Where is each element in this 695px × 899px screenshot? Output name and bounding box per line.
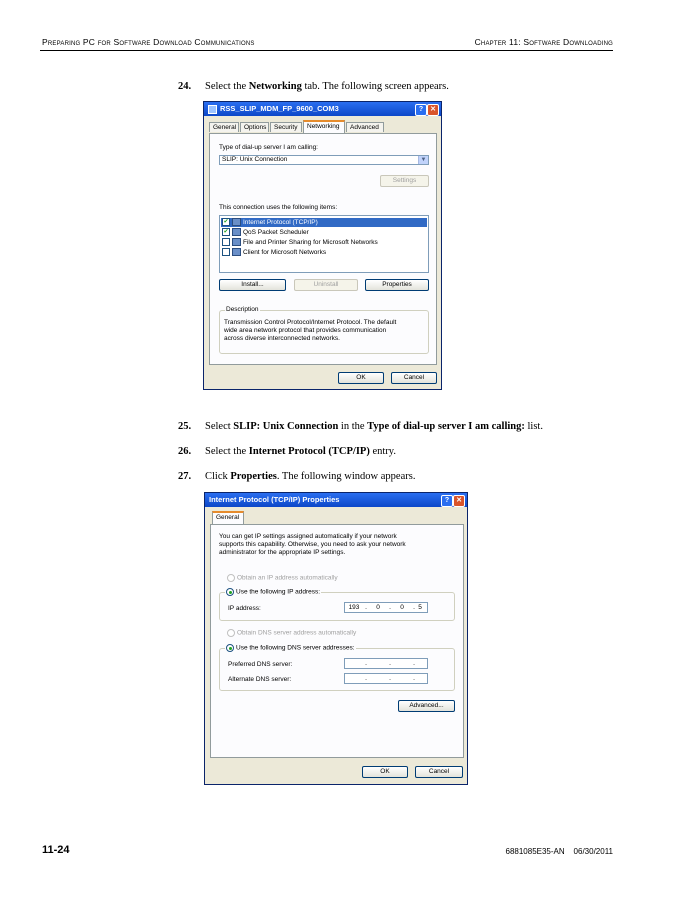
list-item-qos[interactable]: [221, 228, 427, 237]
intro-text: administrator for the appropriate IP settings.: [219, 549, 346, 556]
list-item-client[interactable]: [221, 248, 427, 257]
tab-general[interactable]: General: [209, 122, 239, 132]
scheduler-icon: [232, 228, 241, 236]
ip-octet-2: 0: [376, 604, 380, 611]
auto-dns-option[interactable]: [227, 629, 356, 637]
checkbox-checked[interactable]: ✔: [223, 229, 229, 236]
ip-address-label: IP address:: [228, 605, 261, 612]
ip-separator: .: [413, 675, 415, 682]
chevron-down-icon[interactable]: ▼: [418, 156, 428, 164]
step-text: in the: [338, 421, 368, 432]
ip-octet-1: 193: [348, 604, 360, 611]
step-number: 26.: [178, 446, 192, 457]
step-text: Select the: [205, 446, 249, 457]
uninstall-button[interactable]: Uninstall: [294, 279, 358, 291]
ip-address-group: [219, 588, 455, 621]
step-text: tab. The following screen appears.: [301, 81, 449, 92]
properties-button[interactable]: Properties: [365, 279, 429, 291]
file-sharing-icon: [232, 238, 241, 246]
alternate-dns-field[interactable]: [344, 673, 428, 684]
ip-separator: .: [365, 675, 367, 682]
preferred-dns-field[interactable]: [344, 658, 428, 669]
use-dns-label: Use the following DNS server addresses:: [236, 644, 355, 652]
step-emphasis: SLIP: Unix Connection: [233, 421, 339, 432]
ok-button[interactable]: OK: [362, 766, 408, 778]
running-header-right: Chapter 11: Software Downloading: [474, 37, 613, 47]
server-type-combo[interactable]: [219, 155, 429, 165]
step-27: [178, 470, 415, 483]
help-button[interactable]: ?: [441, 495, 453, 507]
step-number: 27.: [178, 471, 192, 482]
list-item-file-sharing[interactable]: [221, 238, 427, 247]
list-item-tcpip[interactable]: [221, 218, 427, 227]
ip-separator: .: [413, 660, 415, 667]
server-type-value: SLIP: Unix Connection: [222, 156, 288, 163]
ip-separator: .: [389, 675, 391, 682]
ip-separator: .: [413, 604, 415, 611]
settings-button[interactable]: Settings: [380, 175, 429, 187]
step-text: Click: [205, 471, 231, 482]
radio-button[interactable]: [227, 574, 235, 582]
checkbox-unchecked[interactable]: [222, 248, 230, 256]
step-emphasis: Type of dial-up server I am calling:: [367, 421, 525, 432]
step-number: 25.: [178, 421, 192, 432]
ok-button[interactable]: OK: [338, 372, 384, 384]
step-emphasis: Networking: [248, 81, 302, 92]
dns-group: [219, 644, 455, 691]
description-group: [219, 306, 429, 354]
protocol-icon: [232, 218, 241, 226]
description-legend: Description: [226, 306, 259, 313]
step-text: Select: [205, 421, 234, 432]
tab-advanced[interactable]: Advanced: [346, 122, 384, 132]
dialog-titlebar: [205, 493, 467, 507]
step-text: Select the: [205, 81, 249, 92]
ip-address-field[interactable]: [344, 602, 428, 613]
ip-separator: .: [389, 660, 391, 667]
server-type-label: Type of dial-up server I am calling:: [219, 144, 318, 151]
checkbox-unchecked[interactable]: [222, 238, 230, 246]
header-rule: [40, 50, 613, 51]
tab-security[interactable]: Security: [270, 122, 302, 132]
cancel-button[interactable]: Cancel: [391, 372, 437, 384]
connection-icon: [208, 105, 217, 114]
running-header-left: Preparing PC for Software Download Communications: [42, 37, 255, 47]
list-item-label: File and Printer Sharing for Microsoft Networks: [243, 239, 378, 246]
step-emphasis: Internet Protocol (TCP/IP): [248, 446, 370, 457]
step-26: [178, 445, 396, 458]
radio-button-selected[interactable]: [226, 588, 234, 596]
general-panel: [210, 524, 464, 758]
tab-networking[interactable]: Networking: [303, 120, 345, 133]
close-button[interactable]: ✕: [453, 495, 465, 507]
checkbox-checked[interactable]: ✔: [223, 219, 229, 226]
install-button[interactable]: Install...: [219, 279, 286, 291]
description-text: wide area network protocol that provides communication: [224, 327, 387, 334]
radio-button-selected[interactable]: [226, 644, 234, 652]
use-ip-option[interactable]: [225, 588, 321, 596]
auto-ip-option[interactable]: [227, 574, 338, 582]
preferred-dns-label: Preferred DNS server:: [228, 661, 293, 668]
networking-panel: [209, 133, 437, 365]
radio-button[interactable]: [227, 629, 235, 637]
help-button[interactable]: ?: [415, 104, 427, 116]
advanced-button[interactable]: Advanced...: [398, 700, 455, 712]
description-text: Transmission Control Protocol/Internet Protocol. The default: [224, 319, 397, 326]
step-24: [178, 80, 449, 93]
client-icon: [232, 248, 241, 256]
tab-general[interactable]: General: [212, 511, 244, 524]
close-button[interactable]: ✕: [427, 104, 439, 116]
connection-properties-dialog: [203, 101, 442, 390]
alternate-dns-label: Alternate DNS server:: [228, 676, 292, 683]
items-list: [219, 215, 429, 273]
items-label: This connection uses the following items:: [219, 204, 338, 211]
ip-octet-3: 0: [400, 604, 404, 611]
list-item-label: Client for Microsoft Networks: [243, 249, 327, 256]
step-text: . The following window appears.: [276, 471, 416, 482]
dialog-title: Internet Protocol (TCP/IP) Properties: [209, 495, 340, 504]
use-dns-option[interactable]: [225, 644, 356, 652]
step-25: [178, 420, 543, 433]
list-item-label: Internet Protocol (TCP/IP): [243, 219, 318, 226]
dialog-title: RSS_SLIP_MDM_FP_9600_COM3: [220, 104, 339, 113]
tcpip-properties-dialog: [204, 492, 468, 785]
tab-options[interactable]: Options: [240, 122, 269, 132]
page-number: 11-24: [42, 844, 70, 856]
auto-ip-label: Obtain an IP address automatically: [237, 574, 338, 582]
use-ip-label: Use the following IP address:: [236, 588, 321, 596]
step-number: 24.: [178, 81, 192, 92]
dialog-titlebar: [204, 102, 441, 116]
ip-separator: .: [365, 660, 367, 667]
step-emphasis: Properties: [230, 471, 277, 482]
intro-text: supports this capability. Otherwise, you need to ask your network: [219, 541, 406, 548]
step-text: list.: [524, 421, 543, 432]
cancel-button[interactable]: Cancel: [415, 766, 463, 778]
step-text: entry.: [369, 446, 396, 457]
document-id: 6881085E35-AN 06/30/2011: [505, 847, 613, 856]
ip-octet-4: 5: [418, 604, 422, 611]
description-text: across diverse interconnected networks.: [224, 335, 340, 342]
intro-text: You can get IP settings assigned automatically if your network: [219, 533, 397, 540]
auto-dns-label: Obtain DNS server address automatically: [237, 629, 357, 637]
ip-separator: .: [365, 604, 367, 611]
ip-separator: .: [389, 604, 391, 611]
list-item-label: QoS Packet Scheduler: [243, 229, 309, 236]
